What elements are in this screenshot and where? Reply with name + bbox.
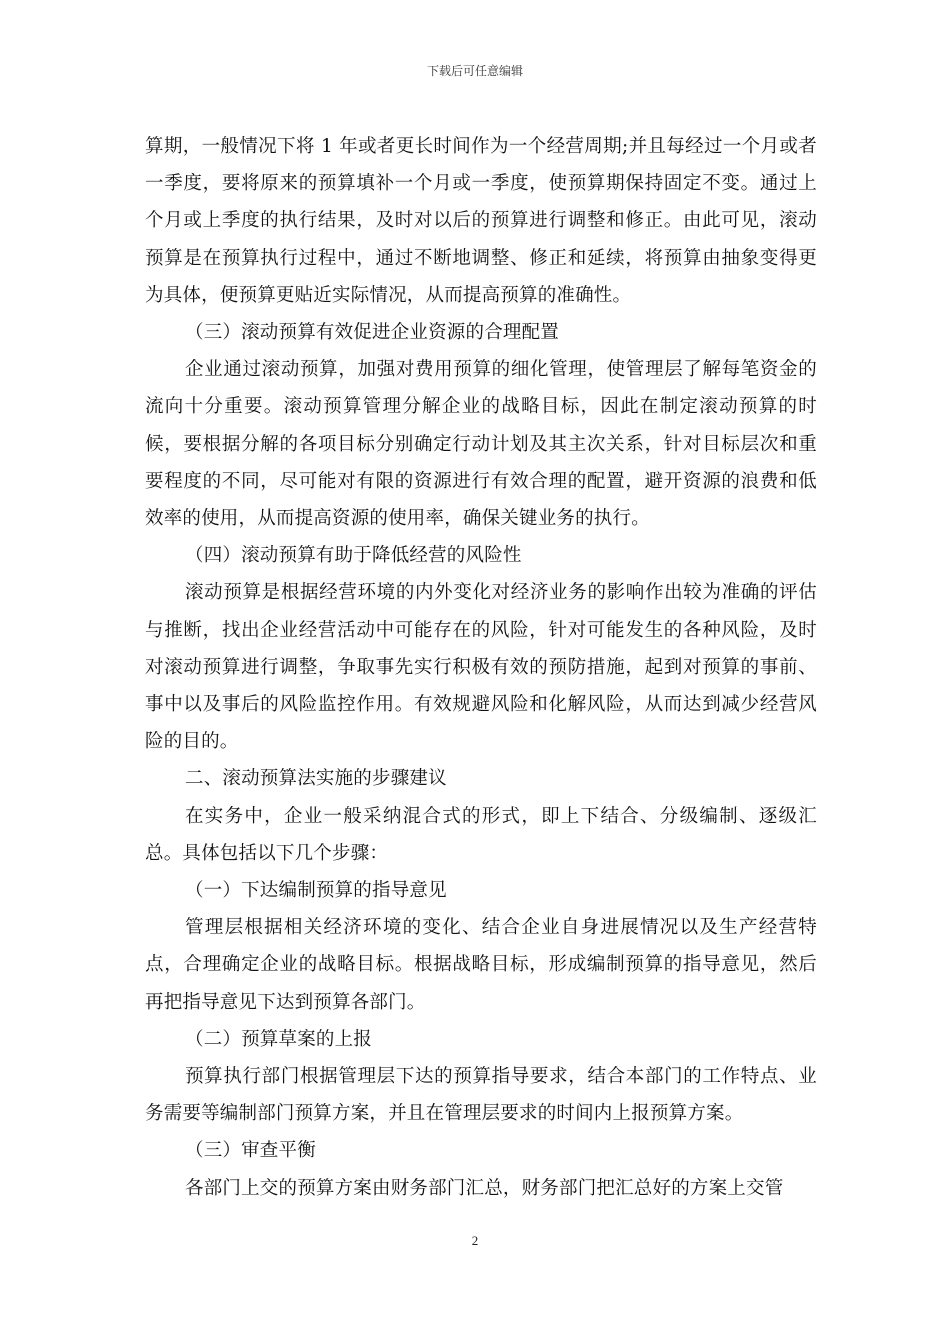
paragraph-resource-allocation: 企业通过滚动预算，加强对费用预算的细化管理，使管理层了解每笔资金的流向十分重要。滚动预算管理分解企业的战略目标，因此在制定滚动预算的时候，要根据分解的各项目标分别确定行动计划及其主次关系，针对目标层次和重要程度的不同，尽可能对有限的资源进行有效合理的配置，避开资源的浪费和低效率的使用，从而提高资源的使用率，确保关键业务的执行。 [145,359,817,530]
step-heading-3: （三）审查平衡 [185,1140,316,1162]
paragraph-review: 各部门上交的预算方案由财务部门汇总，财务部门把汇总好的方案上交管 [185,1177,784,1199]
document-body [145,128,817,1207]
chapter-heading-2: 二、滚动预算法实施的步骤建议 [185,768,447,790]
paragraph-draft-report: 预算执行部门根据管理层下达的预算指导要求，结合本部门的工作特点、业务需要等编制部门预算方案，并且在管理层要求的时间内上报预算方案。 [145,1066,817,1125]
paragraph-continuation: 算期，一般情况下将 1 年或者更长时间作为一个经营周期;并且每经过一个月或者一季度，要将原来的预算填补一个月或一季度，使预算期保持固定不变。通过上个月或上季度的执行结果，及时对以后的预算进行调整和修正。由此可见，滚动预算是在预算执行过程中，通过不断地调整、修正和延续，将预算由抽象变得更为具体，便预算更贴近实际情况，从而提高预算的准确性。 [145,136,817,306]
paragraph-guidance: 管理层根据相关经济环境的变化、结合企业自身进展情况以及生产经营特点，合理确定企业的战略目标。根据战略目标，形成编制预算的指导意见，然后再把指导意见下达到预算各部门。 [145,917,817,1013]
paragraph-practice: 在实务中，企业一般采纳混合式的形式，即上下结合、分级编制、逐级汇总。具体包括以下几个步骤： [145,805,817,864]
section-heading-3: （三）滚动预算有效促进企业资源的合理配置 [185,322,560,344]
paragraph-risk-reduction: 滚动预算是根据经营环境的内外变化对经济业务的影响作出较为准确的评估与推断，找出企业经营活动中可能存在的风险，针对可能发生的各种风险，及时对滚动预算进行调整，争取事先实行积极有效的预防措施，起到对预算的事前、事中以及事后的风险监控作用。有效规避风险和化解风险，从而达到减少经营风险的目的。 [145,582,817,753]
step-heading-2: （二）预算草案的上报 [185,1028,373,1050]
page-number: 2 [471,1233,479,1248]
step-heading-1: （一）下达编制预算的指导意见 [185,880,447,902]
page-header: 下载后可任意编辑 [426,64,523,78]
section-heading-4: （四）滚动预算有助于降低经营的风险性 [185,545,522,567]
